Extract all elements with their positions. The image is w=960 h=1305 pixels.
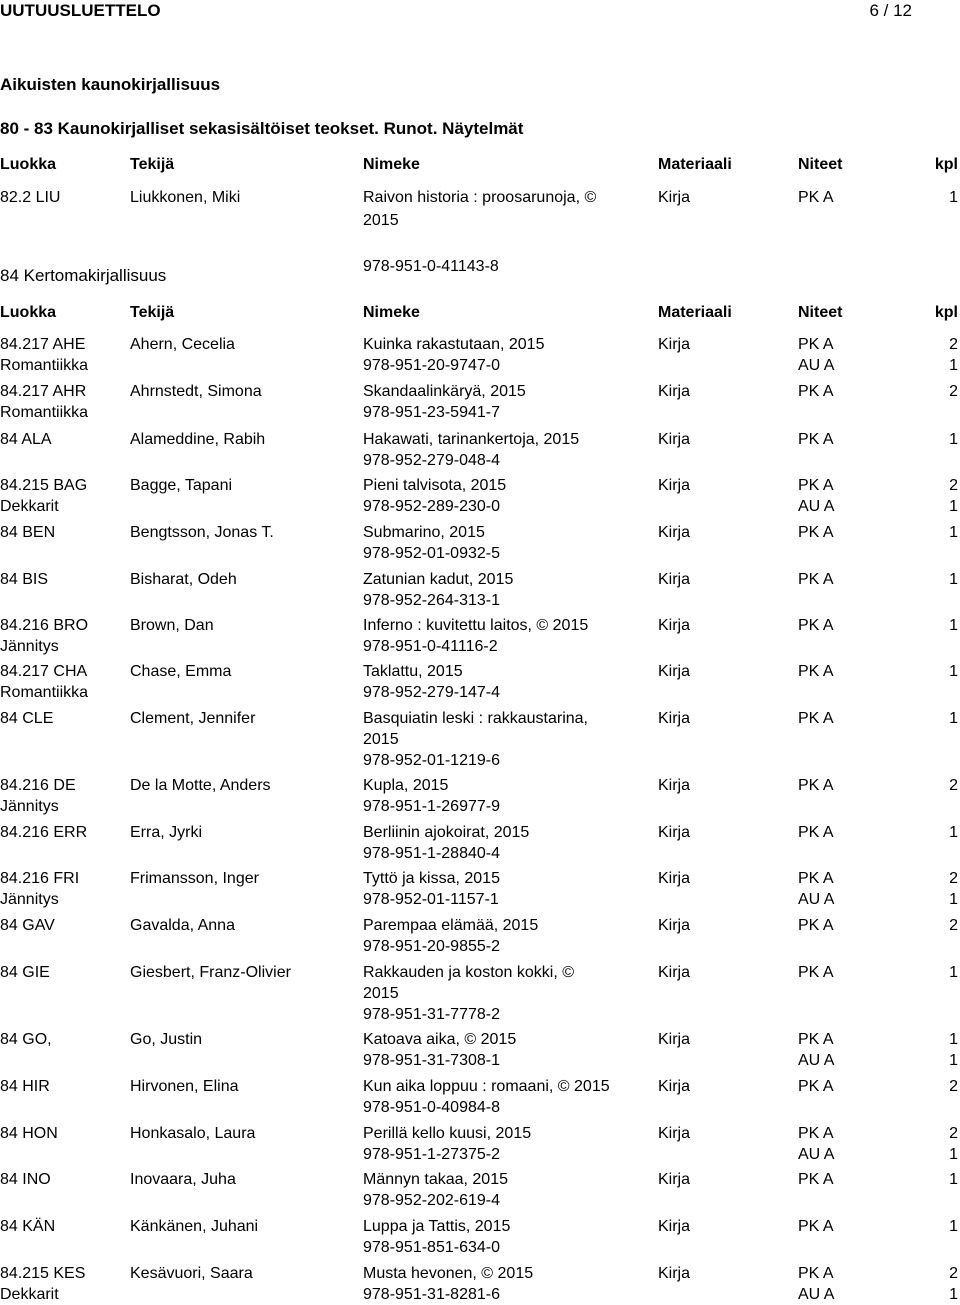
item-isbn: 978-951-1-26977-9 — [363, 798, 500, 815]
item-nide-loc: PK A — [798, 870, 834, 887]
item-isbn: 978-951-31-8281-6 — [363, 1286, 500, 1303]
item-luokka: 84.217 CHA — [0, 663, 88, 680]
col-luokka: Luokka — [0, 304, 57, 321]
item-isbn: 978-952-202-619-4 — [363, 1192, 500, 1209]
item-materiaali: Kirja — [658, 431, 691, 448]
item-nide-loc: PK A — [798, 710, 834, 727]
item-nide-kpl: 2 — [949, 477, 958, 494]
item-materiaali: Kirja — [658, 383, 691, 400]
item-luokka: 84.217 AHE — [0, 336, 86, 353]
item-tekija: Ahern, Cecelia — [130, 336, 235, 353]
item-nimeke: Rakkauden ja koston kokki, © — [363, 964, 575, 981]
item-nide-kpl: 1 — [949, 498, 958, 515]
item-tekija: Go, Justin — [130, 1031, 203, 1048]
item-luokka: 84.216 BRO — [0, 617, 89, 634]
item-genre: Dekkarit — [0, 1286, 59, 1303]
item-luokka: 84.216 ERR — [0, 824, 88, 841]
item-nide-kpl: 1 — [949, 710, 958, 727]
item-luokka: 84 GO, — [0, 1031, 52, 1048]
item-nide-loc: PK A — [798, 617, 834, 634]
item-nide-kpl: 1 — [949, 1218, 958, 1235]
item-nide-loc: PK A — [798, 1125, 834, 1142]
item-luokka: 84.215 BAG — [0, 477, 88, 494]
item-isbn: 978-952-01-1157-1 — [363, 891, 499, 908]
item-genre: Romantiikka — [0, 404, 89, 421]
item-nimeke: Luppa ja Tattis, 2015 — [363, 1218, 511, 1235]
item-luokka: 84 KÄN — [0, 1218, 56, 1235]
item-nide-loc: PK A — [798, 1218, 834, 1235]
item-materiaali: Kirja — [658, 917, 691, 934]
document-title: UUTUUSLUETTELO — [0, 1, 161, 20]
item-materiaali: Kirja — [658, 477, 691, 494]
item-nimeke: 2015 — [363, 985, 399, 1002]
item-nimeke: Perillä kello kuusi, 2015 — [363, 1125, 532, 1142]
item-materiaali: Kirja — [658, 1265, 691, 1282]
item-genre: Romantiikka — [0, 357, 89, 374]
item-tekija: Hirvonen, Elina — [130, 1078, 239, 1095]
item-luokka: 84.215 KES — [0, 1265, 86, 1282]
item-luokka: 84.216 FRI — [0, 870, 80, 887]
item-tekija: Bengtsson, Jonas T. — [130, 524, 274, 541]
item-isbn: 978-952-01-0932-5 — [363, 545, 500, 562]
item-nide-kpl: 1 — [949, 1146, 958, 1163]
item-luokka: 84 GAV — [0, 917, 55, 934]
item-nimeke: Kupla, 2015 — [363, 777, 449, 794]
item-isbn: 978-951-31-7308-1 — [363, 1052, 500, 1069]
item-isbn: 978-952-01-1219-6 — [363, 752, 500, 769]
item-nide-loc: PK A — [798, 477, 834, 494]
item-isbn: 978-951-31-7778-2 — [363, 1006, 500, 1023]
item-nide-loc: PK A — [798, 964, 834, 981]
item-materiaali: Kirja — [658, 964, 691, 981]
section-title: Aikuisten kaunokirjallisuus — [0, 75, 221, 94]
item-materiaali: Kirja — [658, 710, 691, 727]
item-luokka: 84 GIE — [0, 964, 50, 981]
item-nimeke: Pieni talvisota, 2015 — [363, 477, 507, 494]
item-isbn: 978-952-264-313-1 — [363, 592, 500, 609]
col-materiaali: Materiaali — [658, 304, 732, 321]
item-materiaali: Kirja — [658, 1218, 691, 1235]
item-materiaali: Kirja — [658, 189, 691, 206]
item-materiaali: Kirja — [658, 824, 691, 841]
col-tekija: Tekijä — [130, 156, 175, 173]
item-nide-kpl: 1 — [949, 189, 958, 206]
item-isbn: 978-951-0-41116-2 — [363, 638, 498, 655]
item-nimeke: Berliinin ajokoirat, 2015 — [363, 824, 530, 841]
item-isbn: 978-952-279-048-4 — [363, 452, 500, 469]
item-materiaali: Kirja — [658, 777, 691, 794]
item-tekija: Giesbert, Franz-Olivier — [130, 964, 291, 981]
item-genre: Romantiikka — [0, 684, 89, 701]
item-nide-loc: PK A — [798, 571, 834, 588]
item-nide-kpl: 1 — [949, 824, 958, 841]
item-tekija: Clement, Jennifer — [130, 710, 256, 727]
item-nide-loc: PK A — [798, 777, 834, 794]
item-nide-kpl: 1 — [949, 1286, 958, 1303]
item-nide-kpl: 1 — [949, 1031, 958, 1048]
item-nimeke: Inferno : kuvitettu laitos, © 2015 — [363, 617, 589, 634]
item-nimeke-year: 2015 — [363, 212, 399, 229]
col-nimeke: Nimeke — [363, 156, 420, 173]
item-luokka: 82.2 LIU — [0, 189, 61, 206]
item-nide-loc: AU A — [798, 1286, 835, 1303]
item-luokka: 84 HON — [0, 1125, 58, 1142]
item-luokka: 84 BEN — [0, 524, 56, 541]
item-nimeke: Parempaa elämää, 2015 — [363, 917, 539, 934]
item-tekija: Bagge, Tapani — [130, 477, 233, 494]
item-materiaali: Kirja — [658, 1125, 691, 1142]
group-title: 80 - 83 Kaunokirjalliset sekasisältöiset teokset. Runot. Näytelmät — [0, 119, 524, 138]
item-nimeke: Kuinka rakastutaan, 2015 — [363, 336, 545, 353]
col-kpl: kpl — [934, 156, 958, 173]
item-nide-loc: PK A — [798, 1031, 834, 1048]
item-nide-kpl: 1 — [949, 524, 958, 541]
item-materiaali: Kirja — [658, 663, 691, 680]
item-isbn: 978-951-20-9747-0 — [363, 357, 500, 374]
col-kpl: kpl — [934, 304, 958, 321]
item-materiaali: Kirja — [658, 1031, 691, 1048]
col-luokka: Luokka — [0, 156, 57, 173]
item-luokka: 84 CLE — [0, 710, 54, 727]
item-nide-loc: AU A — [798, 891, 835, 908]
item-genre: Jännitys — [0, 891, 59, 908]
item-tekija: Brown, Dan — [130, 617, 214, 634]
item-nimeke: Taklattu, 2015 — [363, 663, 463, 680]
item-nimeke: Hakawati, tarinankertoja, 2015 — [363, 431, 580, 448]
item-nide-loc: AU A — [798, 357, 835, 374]
item-nide-kpl: 1 — [949, 1171, 958, 1188]
item-nimeke: Zatunian kadut, 2015 — [363, 571, 514, 588]
item-nimeke: Basquiatin leski : rakkaustarina, — [363, 710, 588, 727]
item-nide-loc: PK A — [798, 189, 834, 206]
item-tekija: Frimansson, Inger — [130, 870, 259, 887]
item-nide-kpl: 1 — [949, 964, 958, 981]
item-nide-kpl: 2 — [949, 1078, 958, 1095]
item-isbn: 978-951-20-9855-2 — [363, 938, 500, 955]
item-genre: Jännitys — [0, 638, 59, 655]
item-isbn: 978-951-0-40984-8 — [363, 1099, 500, 1116]
item-isbn: 978-951-23-5941-7 — [363, 404, 500, 421]
item-materiaali: Kirja — [658, 571, 691, 588]
item-nimeke: Katoava aika, © 2015 — [363, 1031, 517, 1048]
item-tekija: Alameddine, Rabih — [130, 431, 266, 448]
item-luokka: 84.216 DE — [0, 777, 76, 794]
item-nide-loc: PK A — [798, 663, 834, 680]
item-isbn: 978-951-1-28840-4 — [363, 845, 500, 862]
item-materiaali: Kirja — [658, 870, 691, 887]
item-nide-kpl: 1 — [949, 571, 958, 588]
item-luokka: 84.217 AHR — [0, 383, 87, 400]
item-tekija: Gavalda, Anna — [130, 917, 235, 934]
item-nide-loc: AU A — [798, 1146, 835, 1163]
item-nide-loc: PK A — [798, 824, 834, 841]
item-isbn: 978-952-289-230-0 — [363, 498, 500, 515]
item-tekija: Chase, Emma — [130, 663, 232, 680]
item-tekija: Inovaara, Juha — [130, 1171, 236, 1188]
item-tekija: Kesävuori, Saara — [130, 1265, 253, 1282]
item-nimeke: Kun aika loppuu : romaani, © 2015 — [363, 1078, 610, 1095]
item-nide-loc: PK A — [798, 917, 834, 934]
item-luokka: 84 INO — [0, 1171, 51, 1188]
item-nimeke: Tyttö ja kissa, 2015 — [363, 870, 500, 887]
item-tekija: De la Motte, Anders — [130, 777, 271, 794]
item-luokka: 84 HIR — [0, 1078, 50, 1095]
item-nide-kpl: 2 — [949, 1125, 958, 1142]
page-number: 6 / 12 — [869, 1, 912, 20]
item-nimeke: Männyn takaa, 2015 — [363, 1171, 508, 1188]
item-nide-loc: PK A — [798, 524, 834, 541]
item-nide-loc: AU A — [798, 1052, 835, 1069]
item-nimeke: Submarino, 2015 — [363, 524, 485, 541]
item-materiaali: Kirja — [658, 1078, 691, 1095]
item-genre: Jännitys — [0, 798, 59, 815]
item-nide-kpl: 2 — [949, 870, 958, 887]
item-tekija: Liukkonen, Miki — [130, 189, 241, 206]
group-title: 84 Kertomakirjallisuus — [0, 266, 167, 285]
item-nide-kpl: 2 — [949, 1265, 958, 1282]
item-isbn: 978-951-851-634-0 — [363, 1239, 500, 1256]
item-nimeke: Raivon historia : proosarunoja, © — [363, 189, 597, 206]
item-tekija: Ahrnstedt, Simona — [130, 383, 262, 400]
item-materiaali: Kirja — [658, 524, 691, 541]
item-tekija: Bisharat, Odeh — [130, 571, 237, 588]
item-nide-loc: PK A — [798, 1265, 834, 1282]
item-nide-kpl: 1 — [949, 617, 958, 634]
item-nide-kpl: 2 — [949, 777, 958, 794]
item-nide-kpl: 2 — [949, 383, 958, 400]
col-niteet: Niteet — [798, 156, 843, 173]
item-nide-kpl: 2 — [949, 336, 958, 353]
item-nide-kpl: 1 — [949, 357, 958, 374]
item-materiaali: Kirja — [658, 617, 691, 634]
item-nimeke: Skandaalinkäryä, 2015 — [363, 383, 526, 400]
item-nide-loc: AU A — [798, 498, 835, 515]
col-tekija: Tekijä — [130, 304, 175, 321]
item-nide-loc: PK A — [798, 1171, 834, 1188]
item-nide-loc: PK A — [798, 336, 834, 353]
item-nide-loc: PK A — [798, 431, 834, 448]
item-materiaali: Kirja — [658, 336, 691, 353]
col-materiaali: Materiaali — [658, 156, 732, 173]
item-genre: Dekkarit — [0, 498, 59, 515]
item-nide-kpl: 1 — [949, 891, 958, 908]
item-nide-kpl: 2 — [949, 917, 958, 934]
item-isbn: 978-951-1-27375-2 — [363, 1146, 500, 1163]
item-nide-kpl: 1 — [949, 431, 958, 448]
item-nide-kpl: 1 — [949, 663, 958, 680]
item-nimeke: 2015 — [363, 731, 399, 748]
item-luokka: 84 ALA — [0, 431, 52, 448]
item-materiaali: Kirja — [658, 1171, 691, 1188]
item-tekija: Erra, Jyrki — [130, 824, 202, 841]
col-nimeke: Nimeke — [363, 304, 420, 321]
item-isbn: 978-951-0-41143-8 — [363, 258, 499, 275]
item-nide-kpl: 1 — [949, 1052, 958, 1069]
item-tekija: Honkasalo, Laura — [130, 1125, 256, 1142]
col-niteet: Niteet — [798, 304, 843, 321]
item-tekija: Känkänen, Juhani — [130, 1218, 259, 1235]
item-luokka: 84 BIS — [0, 571, 49, 588]
item-isbn: 978-952-279-147-4 — [363, 684, 500, 701]
item-nide-loc: PK A — [798, 383, 834, 400]
item-nimeke: Musta hevonen, © 2015 — [363, 1265, 534, 1282]
item-nide-loc: PK A — [798, 1078, 834, 1095]
